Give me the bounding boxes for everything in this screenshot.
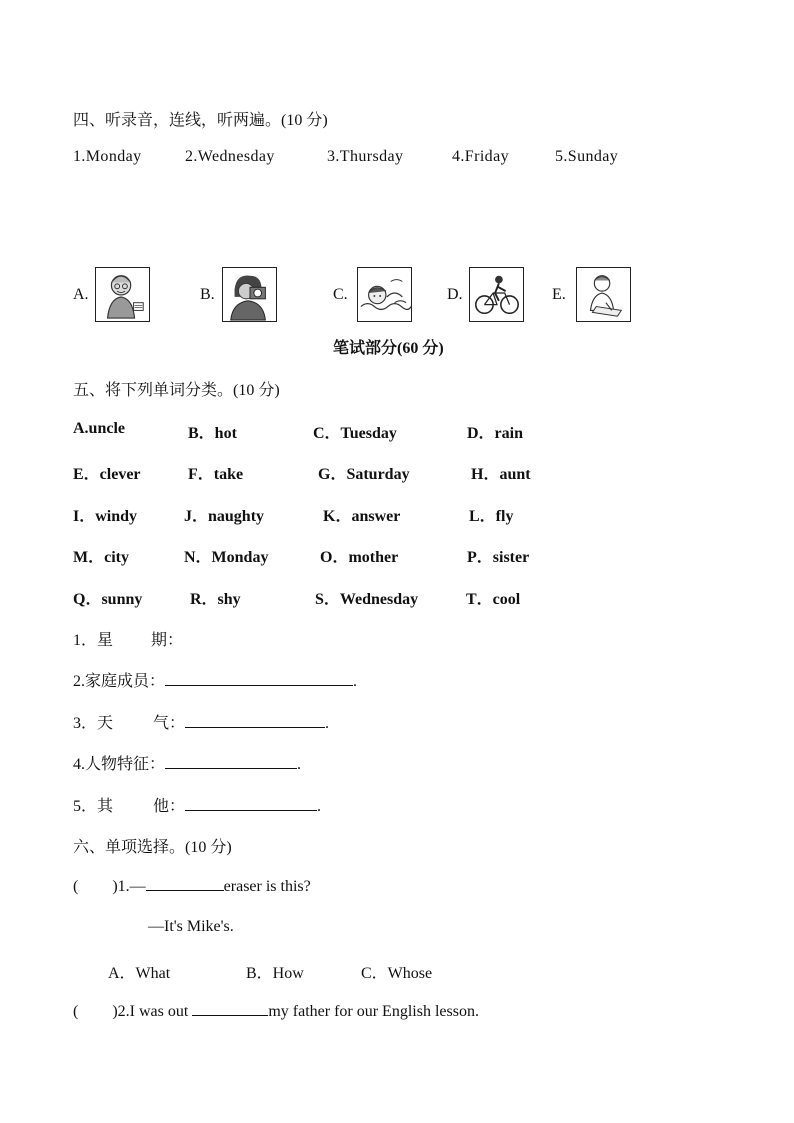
option-label-a: A. bbox=[73, 286, 89, 303]
choice-option[interactable]: A．What bbox=[108, 965, 171, 982]
boy-swimming-icon bbox=[357, 267, 412, 322]
category-label: 气： bbox=[153, 715, 186, 732]
word-item: B．hot bbox=[188, 425, 237, 442]
day-item: 5.Sunday bbox=[555, 148, 619, 165]
word-item: I．windy bbox=[73, 508, 138, 525]
category-label: 1．星 bbox=[73, 632, 114, 649]
cyclist-icon bbox=[469, 267, 524, 322]
word-item: C．Tuesday bbox=[313, 425, 397, 442]
question-2: ( )2.I was out my father for our English lesson. bbox=[73, 1003, 479, 1020]
word-item: T．cool bbox=[466, 591, 521, 608]
section6-heading: 六、单项选择。(10 分) bbox=[73, 839, 232, 856]
section4-heading: 四、听录音，连线，听两遍。(10 分) bbox=[73, 112, 328, 129]
category-label: 5．其 bbox=[73, 798, 114, 815]
grandma-reading-icon bbox=[95, 267, 150, 322]
question-1: ( )1.— eraser is this? bbox=[73, 878, 311, 895]
section5-heading: 五、将下列单词分类。(10 分) bbox=[73, 382, 280, 399]
answer-blank[interactable] bbox=[185, 713, 325, 728]
option-label-c: C. bbox=[333, 286, 348, 303]
answer-blank[interactable] bbox=[165, 754, 297, 769]
choice-option[interactable]: B．How bbox=[246, 965, 304, 982]
option-label-e: E. bbox=[552, 286, 566, 303]
word-item: A.uncle bbox=[73, 420, 125, 437]
category-family: 2.家庭成员： . bbox=[73, 673, 358, 690]
word-item: R．shy bbox=[190, 591, 241, 608]
word-item: L．fly bbox=[469, 508, 514, 525]
word-item: G．Saturday bbox=[318, 466, 410, 483]
day-item: 2.Wednesday bbox=[185, 148, 275, 165]
word-item: N．Monday bbox=[184, 549, 269, 566]
word-item: P．sister bbox=[467, 549, 530, 566]
category-label: 他： bbox=[153, 798, 186, 815]
word-item: O．mother bbox=[320, 549, 399, 566]
word-item: J．naughty bbox=[184, 508, 265, 525]
word-item: Q．sunny bbox=[73, 591, 143, 608]
word-item: F．take bbox=[188, 466, 244, 483]
answer-blank[interactable] bbox=[185, 796, 317, 811]
boy-drawing-icon bbox=[576, 267, 631, 322]
answer-blank[interactable] bbox=[146, 876, 224, 891]
word-item: K．answer bbox=[323, 508, 401, 525]
category-label: 3．天 bbox=[73, 715, 114, 732]
category-label: 期： bbox=[151, 632, 184, 649]
word-item: M．city bbox=[73, 549, 129, 566]
day-item: 4.Friday bbox=[452, 148, 509, 165]
option-label-b: B. bbox=[200, 286, 215, 303]
category-label: 4.人物特征： bbox=[73, 756, 166, 773]
written-part-title: 笔试部分(60 分) bbox=[333, 340, 444, 357]
choice-option[interactable]: C．Whose bbox=[361, 965, 433, 982]
answer-blank[interactable] bbox=[192, 1001, 268, 1016]
day-item: 3.Thursday bbox=[327, 148, 404, 165]
option-label-d: D. bbox=[447, 286, 463, 303]
category-others: 5．其 他： . bbox=[73, 798, 322, 815]
answer-blank[interactable] bbox=[165, 671, 353, 686]
category-weekdays bbox=[73, 627, 183, 650]
person-camera-icon bbox=[222, 267, 277, 322]
word-item: S．Wednesday bbox=[315, 591, 419, 608]
word-item: D．rain bbox=[467, 425, 524, 442]
category-weather: 3．天 气： . bbox=[73, 715, 330, 732]
word-item: H．aunt bbox=[471, 466, 531, 483]
category-traits: 4.人物特征： . bbox=[73, 756, 302, 773]
category-label: 2.家庭成员： bbox=[73, 673, 166, 690]
day-item: 1.Monday bbox=[73, 148, 142, 165]
word-item: E．clever bbox=[73, 466, 141, 483]
question-1-response: —It's Mike's. bbox=[148, 918, 234, 935]
